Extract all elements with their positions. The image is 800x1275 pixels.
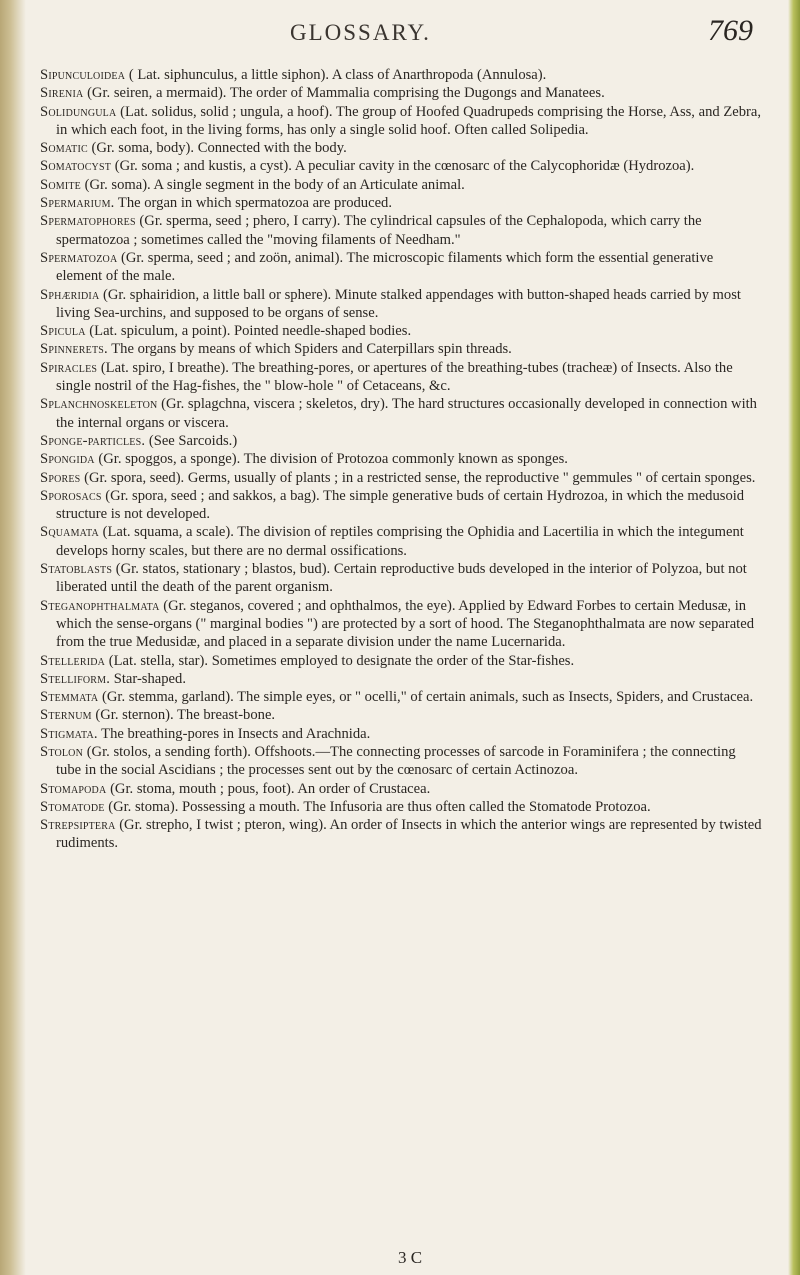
entry-definition: (Gr. sternon). The breast-bone.	[95, 707, 276, 724]
page-edge	[788, 0, 800, 1275]
entry-definition: (Gr. sperma, seed ; phero, I carry). The cylindrical capsules of the Cephalopoda, which carry the spermatozoa ; sometimes called the "moving filaments of Needham."	[56, 213, 702, 248]
entry-definition: (Lat. spiro, I breathe). The breathing-pores, or apertures of the breathing-tubes (tracheæ) of Insects. Also the single nostril of the Hag-fishes, the " blow-hole " of Cetaceans, &c.	[56, 359, 733, 395]
signature-mark: 3 C	[398, 1248, 423, 1267]
glossary-entry	[40, 84, 762, 102]
glossary-entry	[40, 212, 762, 249]
entry-headword: Stemmata	[40, 689, 99, 706]
entry-headword: Spicula	[40, 323, 86, 340]
entry-headword: Spinnerets.	[40, 341, 108, 358]
entry-headword: Spores	[40, 469, 81, 486]
glossary-entry	[40, 359, 762, 396]
entry-headword: Splanchnoskeleton	[40, 396, 158, 413]
entry-definition: (Gr. steganos, covered ; and ophthalmos, the eye). Applied by Edward Forbes to certain Medusæ, in which the sense-organs (" marginal bodies ") are protected by a sort of hood. The Steganophthalmata are now separated from the true Medusidæ, and placed in a separate division under the name Lucernarida.	[56, 597, 755, 651]
glossary-entry	[40, 670, 762, 688]
entry-definition: (Gr. spora, seed ; and sakkos, a bag). The simple generative buds of certain Hydrozoa, in which the medusoid structure is not developed.	[56, 487, 745, 523]
entry-definition: (Lat. solidus, solid ; ungula, a hoof). The group of Hoofed Quadrupeds comprising the Horse, Ass, and Zebra, in which each foot, in the living forms, has only a single solid hoof. Often called Solipedia.	[56, 103, 761, 138]
entry-definition: The organ in which spermatozoa are produced.	[117, 195, 392, 212]
entry-headword: Stellerida	[40, 652, 106, 669]
binding-gutter	[0, 0, 26, 1275]
entry-headword: Steganophthalmata	[40, 597, 160, 614]
entry-headword: Squamata	[40, 524, 99, 541]
entry-definition: (Gr. stoma). Possessing a mouth. The Infusoria are thus often called the Stomatode Protozoa.	[108, 798, 651, 815]
entry-definition: (Gr. soma, body). Connected with the body.	[91, 140, 347, 157]
glossary-entry	[40, 450, 762, 468]
entry-definition: (Gr. stolos, a sending forth). Offshoots.—The connecting processes of sarcode in Foraminifera ; the connecting tube in the social Ascidians ; the processes sent out by the cœnosarc of certain Actinozoa.	[56, 743, 736, 779]
entry-headword: Stolon	[40, 743, 84, 760]
glossary-entry	[40, 798, 762, 816]
entry-headword: Sporosacs	[40, 487, 102, 504]
glossary-entry	[40, 816, 762, 853]
glossary-entry	[40, 523, 762, 560]
entry-definition: (Gr. spoggos, a sponge). The division of Protozoa commonly known as sponges.	[98, 451, 568, 468]
entry-definition: (Gr. soma ; and kustis, a cyst). A peculiar cavity in the cœnosarc of the Calycophoridæ (Hydrozoa).	[114, 158, 695, 175]
glossary-entry	[40, 780, 762, 798]
glossary-entry	[40, 597, 762, 652]
entry-headword: Sphæridia	[40, 286, 100, 303]
entry-headword: Stomatode	[40, 798, 105, 815]
entry-headword: Spermarium.	[40, 195, 115, 212]
glossary-entry	[40, 139, 762, 157]
entry-definition: (Gr. stemma, garland). The simple eyes, or " ocelli," of certain animals, such as Insects, Spiders, and Crustacea.	[102, 689, 754, 706]
glossary-entry	[40, 395, 762, 432]
entry-headword: Stigmata.	[40, 725, 98, 742]
entry-headword: Sponge-particles.	[40, 432, 146, 449]
running-title: GLOSSARY.	[290, 20, 431, 45]
glossary-entry	[40, 652, 762, 670]
glossary-entry	[40, 157, 762, 175]
glossary-entry	[40, 688, 762, 706]
entry-headword: Somite	[40, 176, 81, 193]
entry-headword: Stomapoda	[40, 780, 107, 797]
entry-headword: Spermatozoa	[40, 249, 118, 266]
entry-definition: (Lat. squama, a scale). The division of reptiles comprising the Ophidia and Lacertilia in which the integument develops horny scales, but there are no dermal ossifications.	[56, 524, 744, 559]
glossary-entry	[40, 66, 762, 84]
entry-headword: Sirenia	[40, 85, 84, 102]
entry-definition: (See Sarcoids.)	[148, 432, 238, 449]
entry-definition: (Gr. stoma, mouth ; pous, foot). An order of Crustacea.	[110, 780, 431, 797]
entry-definition: (Gr. statos, stationary ; blastos, bud). Certain reproductive buds developed in the interior of Polyzoa, but not liberated until the death of the parent organism.	[56, 561, 747, 596]
entry-headword: Somatocyst	[40, 158, 112, 175]
glossary-entry	[40, 249, 762, 286]
glossary-entry	[40, 322, 762, 340]
entry-definition: (Gr. soma). A single segment in the body of an Articulate animal.	[84, 176, 465, 193]
glossary-entry	[40, 469, 762, 487]
entry-headword: Statoblasts	[40, 561, 113, 578]
glossary-entry	[40, 706, 762, 724]
glossary-entry	[40, 560, 762, 597]
glossary-entry	[40, 340, 762, 358]
glossary-entry	[40, 487, 762, 524]
glossary-entry	[40, 176, 762, 194]
entry-definition: (Gr. sphairidion, a little ball or sphere). Minute stalked appendages with button-shaped heads carried by most living Sea-urchins, and supposed to be organs of sense.	[56, 286, 741, 321]
entry-definition: (Gr. seiren, a mermaid). The order of Mammalia comprising the Dugongs and Manatees.	[87, 85, 605, 102]
glossary-entry	[40, 725, 762, 743]
entry-definition: (Gr. spora, seed). Germs, usually of plants ; in a restricted sense, the reproductive " gemmules " of certain sponges.	[84, 469, 756, 486]
entry-headword: Strepsiptera	[40, 817, 116, 834]
glossary-entry	[40, 194, 762, 212]
entry-definition: (Gr. sperma, seed ; and zoön, animal). The microscopic filaments which form the essential generative element of the male.	[56, 249, 714, 285]
entry-headword: Spermatophores	[40, 213, 136, 230]
entry-definition: The organs by means of which Spiders and Caterpillars spin threads.	[111, 341, 512, 358]
entry-headword: Somatic	[40, 140, 88, 157]
entry-definition: The breathing-pores in Insects and Arachnida.	[101, 725, 371, 742]
entry-headword: Spiracles	[40, 359, 98, 376]
entry-headword: Spongida	[40, 451, 95, 468]
entry-definition: (Gr. splagchna, viscera ; skeletos, dry). The hard structures occasionally developed in connection with the internal organs or viscera.	[56, 396, 757, 431]
entry-definition: (Gr. strepho, I twist ; pteron, wing). An order of Insects in which the anterior wings are represented by twisted rudiments.	[56, 817, 762, 852]
glossary-entry	[40, 432, 762, 450]
entry-definition: (Lat. spiculum, a point). Pointed needle-shaped bodies.	[89, 323, 412, 340]
entry-definition: ( Lat. siphunculus, a little siphon). A class of Anarthropoda (Annulosa).	[128, 67, 547, 83]
entry-headword: Stelliform.	[40, 670, 111, 687]
entry-definition: (Lat. stella, star). Sometimes employed to designate the order of the Star-fishes.	[108, 652, 575, 669]
glossary-entry	[40, 286, 762, 323]
entry-headword: Sternum	[40, 707, 92, 724]
page-number: 769	[708, 14, 753, 47]
entry-headword: Solidungula	[40, 103, 117, 120]
entry-definition: Star-shaped.	[113, 670, 186, 687]
glossary-entries	[40, 66, 762, 853]
glossary-entry	[40, 103, 762, 140]
entry-headword: Sipunculoidea	[40, 67, 126, 83]
glossary-entry	[40, 743, 762, 780]
page-header	[0, 14, 800, 58]
